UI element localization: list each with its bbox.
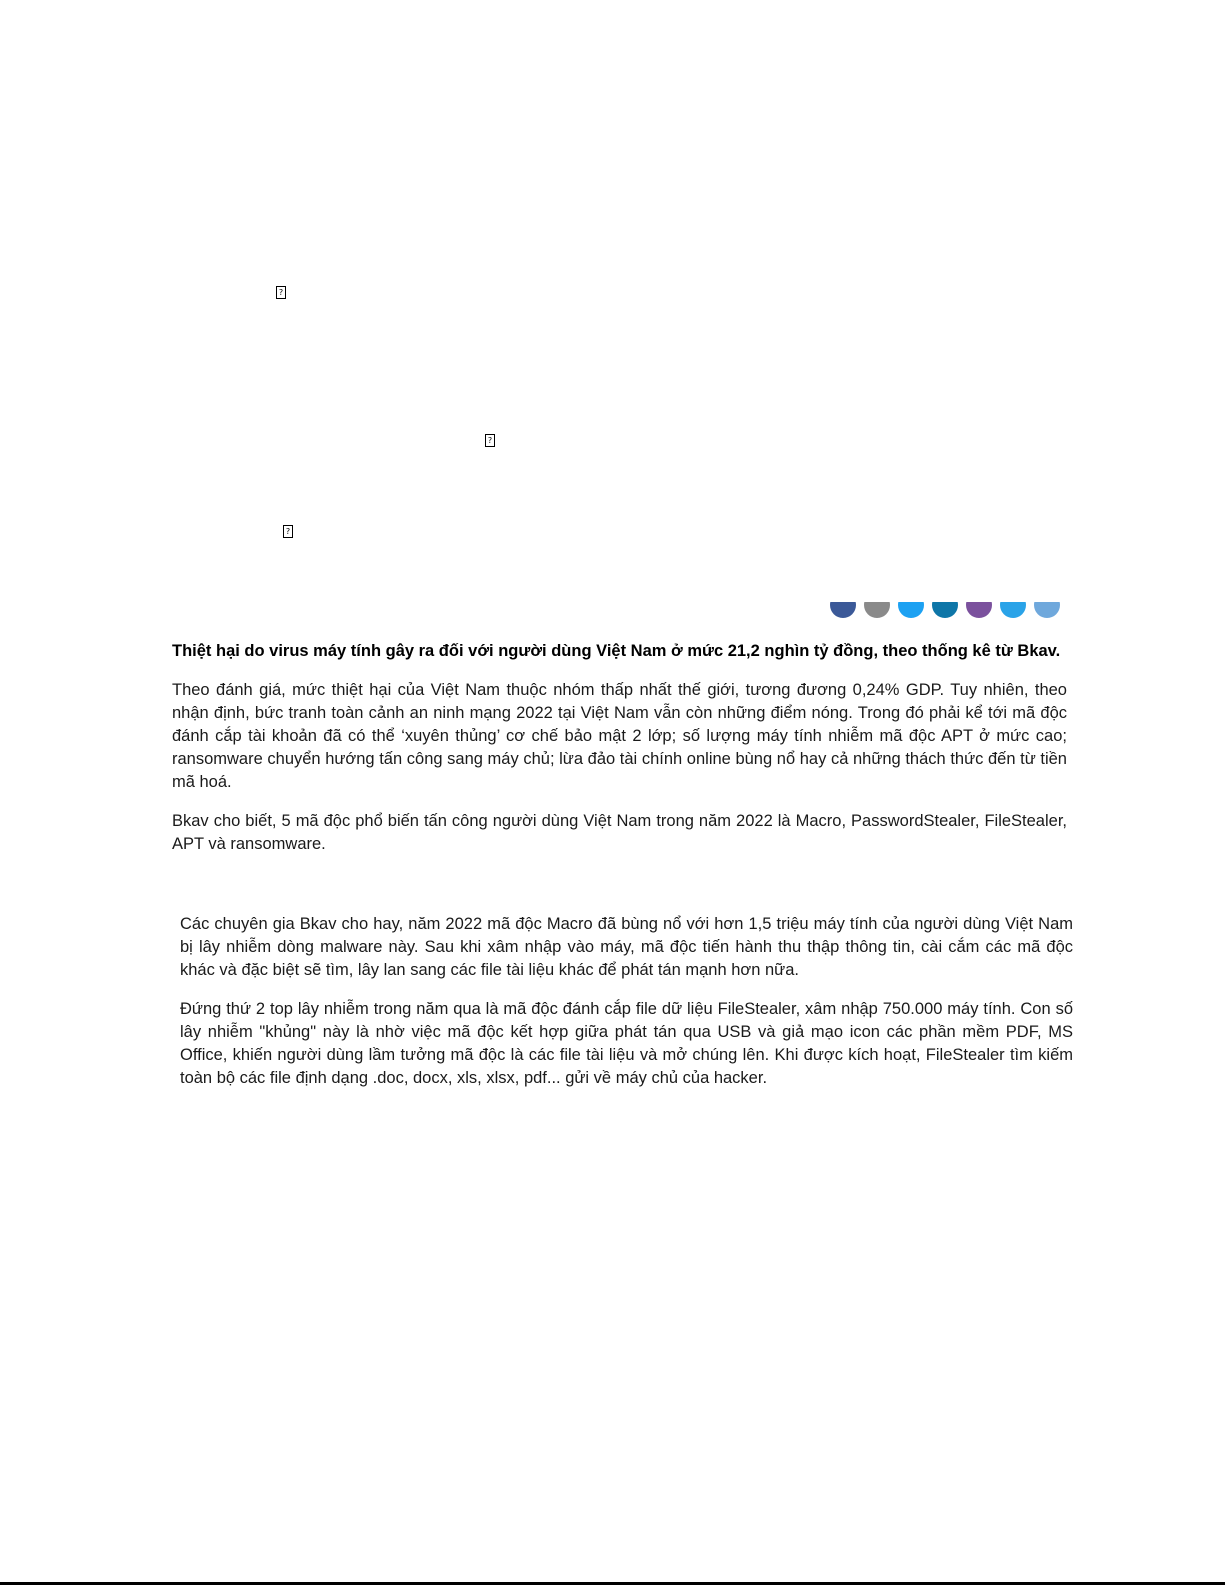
quote-text: Các chuyên gia Bkav cho hay, năm 2022 mã độc Macro đã bùng nổ với hơn 1,5 triệu máy tính của người dùng Việt Nam bị lây nhiễm dòng malware này. Sau khi xâm nhập vào máy, mã độc tiến hành thu thập thông tin, cài cắm các mã độc khác và đặc biệt sẽ tìm, lây lan sang các file tài liệu khác để phát tán mạnh hơn nữa. bbox=[180, 914, 1073, 979]
linkedin-icon[interactable] bbox=[932, 602, 958, 618]
twitter-icon[interactable] bbox=[898, 602, 924, 618]
share-bar bbox=[830, 602, 1070, 620]
paragraph-text: Theo đánh giá, mức thiệt hại của Việt Nam thuộc nhóm thấp nhất thế giới, tương đương 0,24% GDP. Tuy nhiên, theo nhận định, bức tranh toàn cảnh an ninh mạng 2022 tại Việt Nam vẫn còn những điểm nóng. Trong đó phải kể tới mã độc đánh cắp tài khoản đã có thể ‘xuyên thủng’ cơ chế bảo mật 2 lớp; số lượng máy tính nhiễm mã độc APT ở mức cao; ransomware chuyển hướng tấn công sang máy chủ; lừa đảo tài chính online bùng nổ hay cả những thách thức đến từ tiền mã hoá. bbox=[172, 681, 1067, 791]
paragraph-text: Bkav cho biết, 5 mã độc phổ biến tấn công người dùng Việt Nam trong năm 2022 là Macro, PasswordStealer, FileStealer, APT và ransomware. bbox=[172, 812, 1067, 853]
article-lead bbox=[172, 640, 1067, 663]
article-paragraph bbox=[172, 810, 1067, 856]
lead-text: Thiệt hại do virus máy tính gây ra đối với người dùng Việt Nam ở mức 21,2 nghìn tỷ đồng, theo thống kê từ Bkav. bbox=[172, 642, 1061, 660]
missing-glyph-icon: ? bbox=[485, 434, 495, 447]
quote-text: Đứng thứ 2 top lây nhiễm trong năm qua là mã độc đánh cắp file dữ liệu FileStealer, xâm nhập 750.000 máy tính. Con số lây nhiễm "khủng" này là nhờ việc mã độc kết hợp giữa phát tán qua USB và giả mạo icon các phần mềm PDF, MS Office, khiến người dùng lầm tưởng mã độc là các file tài liệu và mở chúng lên. Khi được kích hoạt, FileStealer tìm kiếm toàn bộ các file định dạng .doc, docx, xls, xlsx, pdf... gửi về máy chủ của hacker. bbox=[180, 999, 1073, 1087]
viber-icon[interactable] bbox=[966, 602, 992, 618]
telegram-icon[interactable] bbox=[1034, 602, 1060, 618]
zalo-icon[interactable] bbox=[1000, 602, 1026, 618]
facebook-icon[interactable] bbox=[830, 602, 856, 618]
email-icon[interactable] bbox=[864, 602, 890, 618]
missing-glyph-icon: ? bbox=[276, 286, 286, 299]
article-paragraph bbox=[172, 679, 1067, 794]
missing-glyph-icon: ? bbox=[283, 525, 293, 538]
quote-paragraph bbox=[180, 981, 1073, 1106]
